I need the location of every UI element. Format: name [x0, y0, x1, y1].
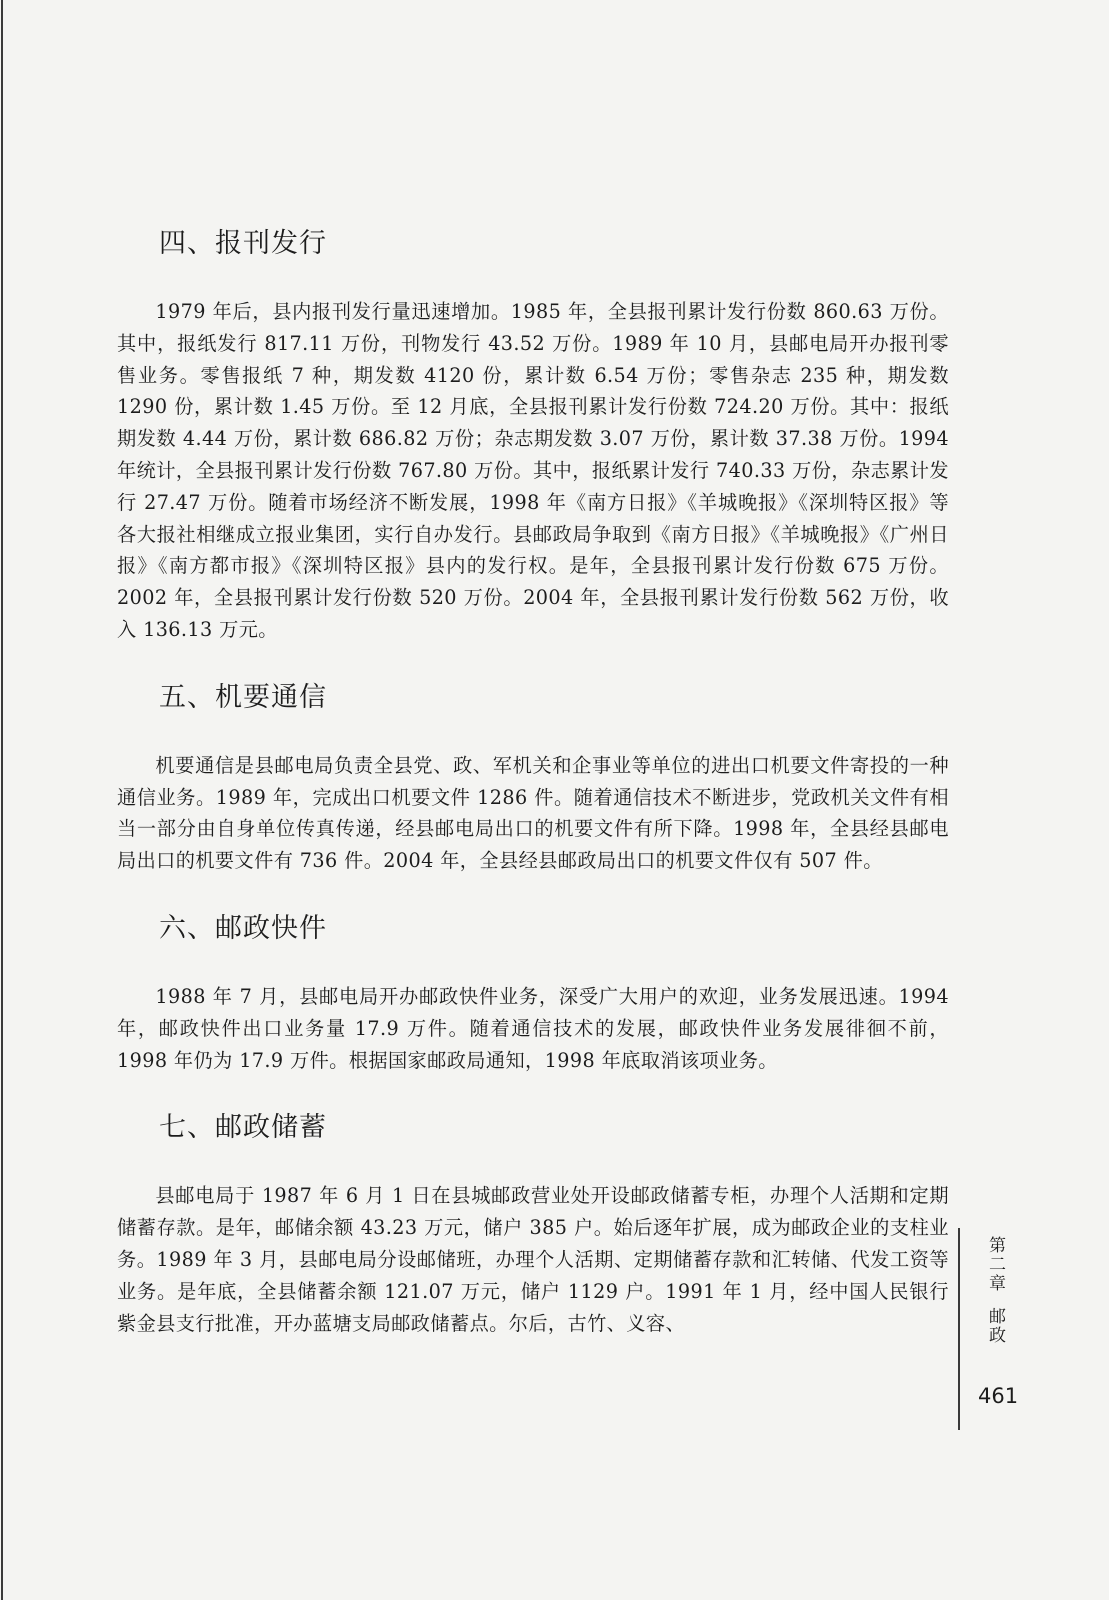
chapter-label: [983, 1236, 1007, 1345]
paragraph: 县邮电局于 1987 年 6 月 1 日在县城邮政营业处开设邮政储蓄专柜，办理个人活期和定期储蓄存款。是年，邮储余额 43.23 万元，储户 385 户。始后逐年扩展，成为邮政企业的支柱业务。1989 年 3 月，县邮电局分设邮储班，办理个人活期、定期储蓄存款和汇转储、代发工资等业务。是年底，全县储蓄余额 121.07 万元，储户 1129 户。1991 年 1 月，经中国人民银行紫金县支行批准，开办蓝塘支局邮政储蓄点。尔后，古竹、义容、: [117, 1184, 949, 1335]
section-heading: 六、邮政快件: [159, 912, 327, 944]
paragraph: 1988 年 7 月，县邮电局开办邮政快件业务，深受广大用户的欢迎，业务发展迅速。1994 年，邮政快件出口业务量 17.9 万件。随着通信技术的发展，邮政快件业务发展徘徊不前，1998 年仍为 17.9 万件。根据国家邮政局通知，1998 年底取消该项业务。: [117, 984, 949, 1072]
section-confidential-mail: [117, 672, 949, 903]
document-body: [117, 218, 949, 1339]
chapter-side-marker: [958, 1228, 1019, 1430]
section-postal-savings: [117, 1102, 949, 1339]
section-newspaper-distribution: [117, 218, 949, 672]
section-heading: 四、报刊发行: [159, 228, 327, 259]
chapter-number: 第二章: [985, 1236, 1005, 1293]
section-heading: 五、机要通信: [159, 681, 327, 713]
chapter-topic: 邮政: [985, 1307, 1005, 1345]
section-heading: 七、邮政储蓄: [159, 1112, 327, 1144]
paragraph: 1979 年后，县内报刊发行量迅速增加。1985 年，全县报刊累计发行份数 860.63 万份。其中，报纸发行 817.11 万份，刊物发行 43.52 万份。1989 年 10 月，县邮电局开办报刊零售业务。零售报纸 7 种，期发数 4120 份，累计数 6.54 万份；零售杂志 235 种，期发数 1290 份，累计数 1.45 万份。至 12 月底，全县报刊累计发行份数 724.20 万份。其中：报纸期发数 4.44 万份，累计数 686.82 万份；杂志期发数 3.07 万份，累计数 37.38 万份。1994 年统计，全县报刊累计发行份数 767.80 万份。其中，报纸累计发行 740.33 万份，杂志累计发行 27.47 万份。随着市场经济不断发展，1998 年《南方日报》《羊城晚报》《深圳特区报》等各大报社相继成立报业集团，实行自办发行。县邮政局争取到《南方日报》《羊城晚报》《广州日报》《南方都市报》《深圳特区报》县内的发行权。是年，全县报刊累计发行份数 675 万份。2002 年，全县报刊累计发行份数 520 万份。2004 年，全县报刊累计发行份数 562 万份，收入 136.13 万元。: [117, 300, 949, 641]
side-rule: [958, 1228, 960, 1430]
page-number: 461: [978, 1384, 1019, 1408]
page-edge-rule: [1, 0, 3, 1600]
section-express-mail: [117, 903, 949, 1102]
paragraph: 机要通信是县邮电局负责全县党、政、军机关和企事业等单位的进出口机要文件寄投的一种通信业务。1989 年，完成出口机要文件 1286 件。随着通信技术不断进步，党政机关文件有相当一部分由自身单位传真传递，经县邮电局出口的机要文件有所下降。1998 年，全县经县邮电局出口的机要文件有 736 件。2004 年，全县经县邮政局出口的机要文件仅有 507 件。: [117, 753, 949, 873]
